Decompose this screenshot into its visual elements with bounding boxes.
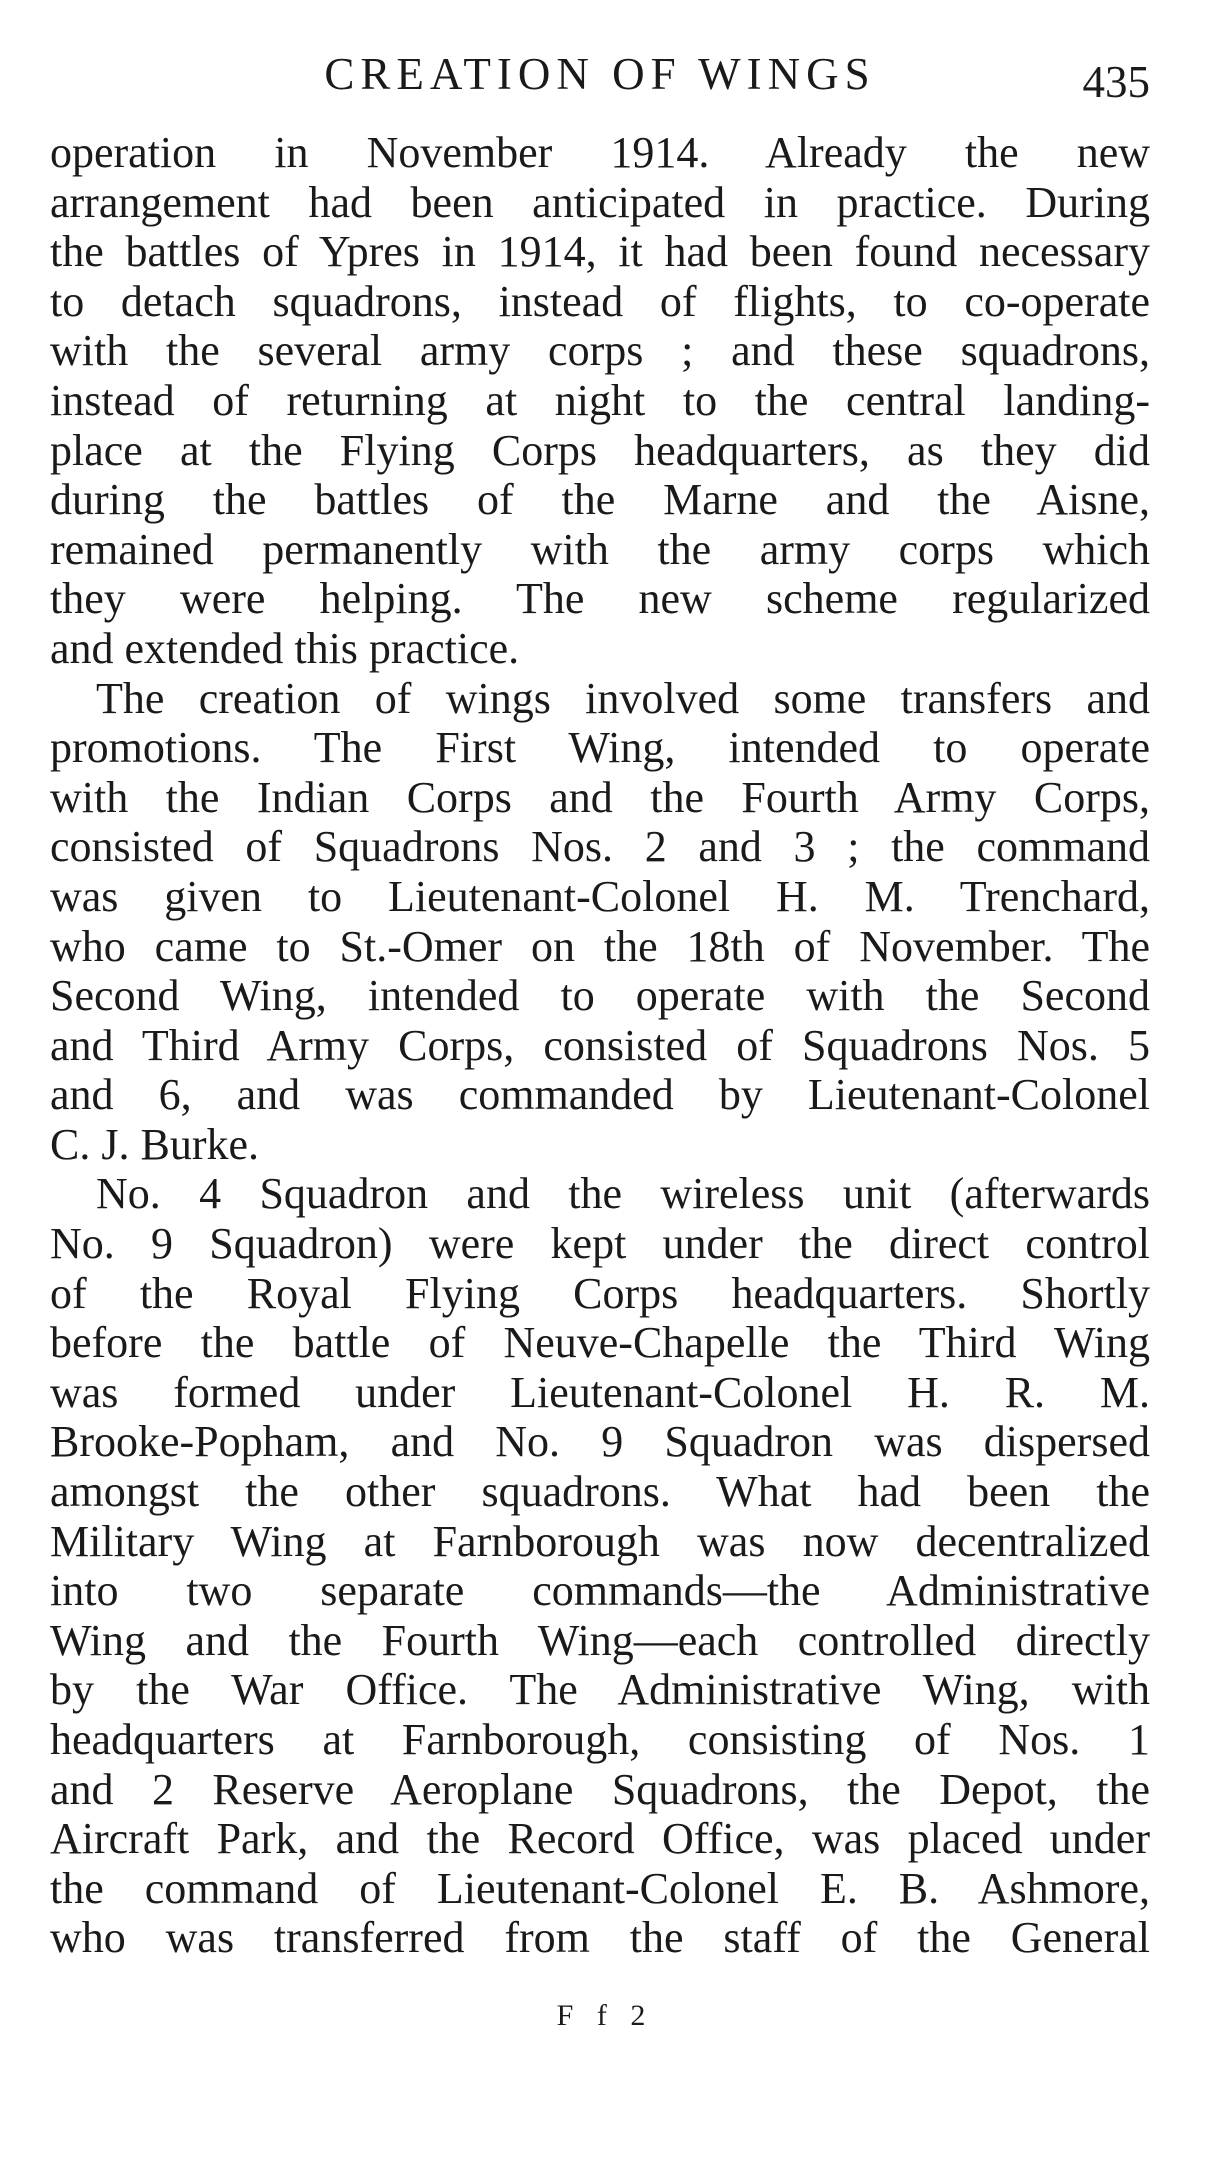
text-line: who came to St.-Omer on the 18th of November. The [50,921,1150,971]
text-line: during the battles of the Marne and the Aisne, [50,475,1150,525]
text-line: operation in November 1914. Already the new [50,128,1150,177]
text-line: they were helping. The new scheme regularized [50,574,1150,624]
text-line: was formed under Lieutenant-Colonel H. R. M. [50,1367,1150,1417]
text-line: by the War Office. The Administrative Wing, with [50,1665,1150,1715]
text-line: remained permanently with the army corps which [50,524,1150,574]
signature-mark: F f 2 [556,1999,654,2032]
text-line: Military Wing at Farnborough was now decentralized [50,1516,1150,1566]
text-line: and Third Army Corps, consisted of Squadrons Nos. 5 [50,1020,1150,1070]
text-line: before the battle of Neuve-Chapelle the Third Wing [50,1318,1150,1368]
text-line: and 6, and was commanded by Lieutenant-Colonel [50,1070,1150,1120]
text-line: C. J. Burke. [50,1119,259,1169]
text-line: who was transferred from the staff of the General [50,1913,1150,1963]
paragraph-first-line: No. 4 Squadron and the wireless unit (afterwards [96,1169,1150,1219]
text-line: No. 9 Squadron) were kept under the direct control [50,1219,1150,1269]
page-number: 435 [1082,57,1150,107]
running-head [50,44,1150,107]
paragraph-first-line: The creation of wings involved some transfers and [96,673,1150,723]
text-line: instead of returning at night to the central landing- [50,375,1150,425]
text-line: Brooke-Popham, and No. 9 Squadron was dispersed [50,1417,1150,1467]
text-line: into two separate commands—the Administrative [50,1566,1150,1616]
text-line: was given to Lieutenant-Colonel H. M. Trenchard, [50,871,1150,921]
text-line: Wing and the Fourth Wing—each controlled directly [50,1615,1150,1665]
text-line: the battles of Ypres in 1914, it had been found necessary [50,227,1150,277]
running-title: CREATION OF WINGS [324,49,876,99]
text-line: Second Wing, intended to operate with the Second [50,971,1150,1021]
text-line: and extended this practice. [50,623,520,673]
text-line: with the several army corps ; and these squadrons, [50,326,1150,376]
text-line: promotions. The First Wing, intended to operate [50,723,1150,773]
text-line: place at the Flying Corps headquarters, as they did [50,425,1150,475]
body-text [50,128,1150,1963]
text-line: with the Indian Corps and the Fourth Army Corps, [50,772,1150,822]
text-line: of the Royal Flying Corps headquarters. Shortly [50,1268,1150,1318]
text-line: arrangement had been anticipated in practice. During [50,177,1150,227]
text-line: the command of Lieutenant-Colonel E. B. Ashmore, [50,1863,1150,1913]
text-line: to detach squadrons, instead of flights, to co-operate [50,276,1150,326]
text-line: headquarters at Farnborough, consisting of Nos. 1 [50,1715,1150,1764]
text-line: consisted of Squadrons Nos. 2 and 3 ; the command [50,822,1150,872]
text-line: amongst the other squadrons. What had been the [50,1467,1150,1517]
text-line: and 2 Reserve Aeroplane Squadrons, the Depot, the [50,1764,1150,1814]
text-line: Aircraft Park, and the Record Office, was placed under [50,1814,1150,1864]
